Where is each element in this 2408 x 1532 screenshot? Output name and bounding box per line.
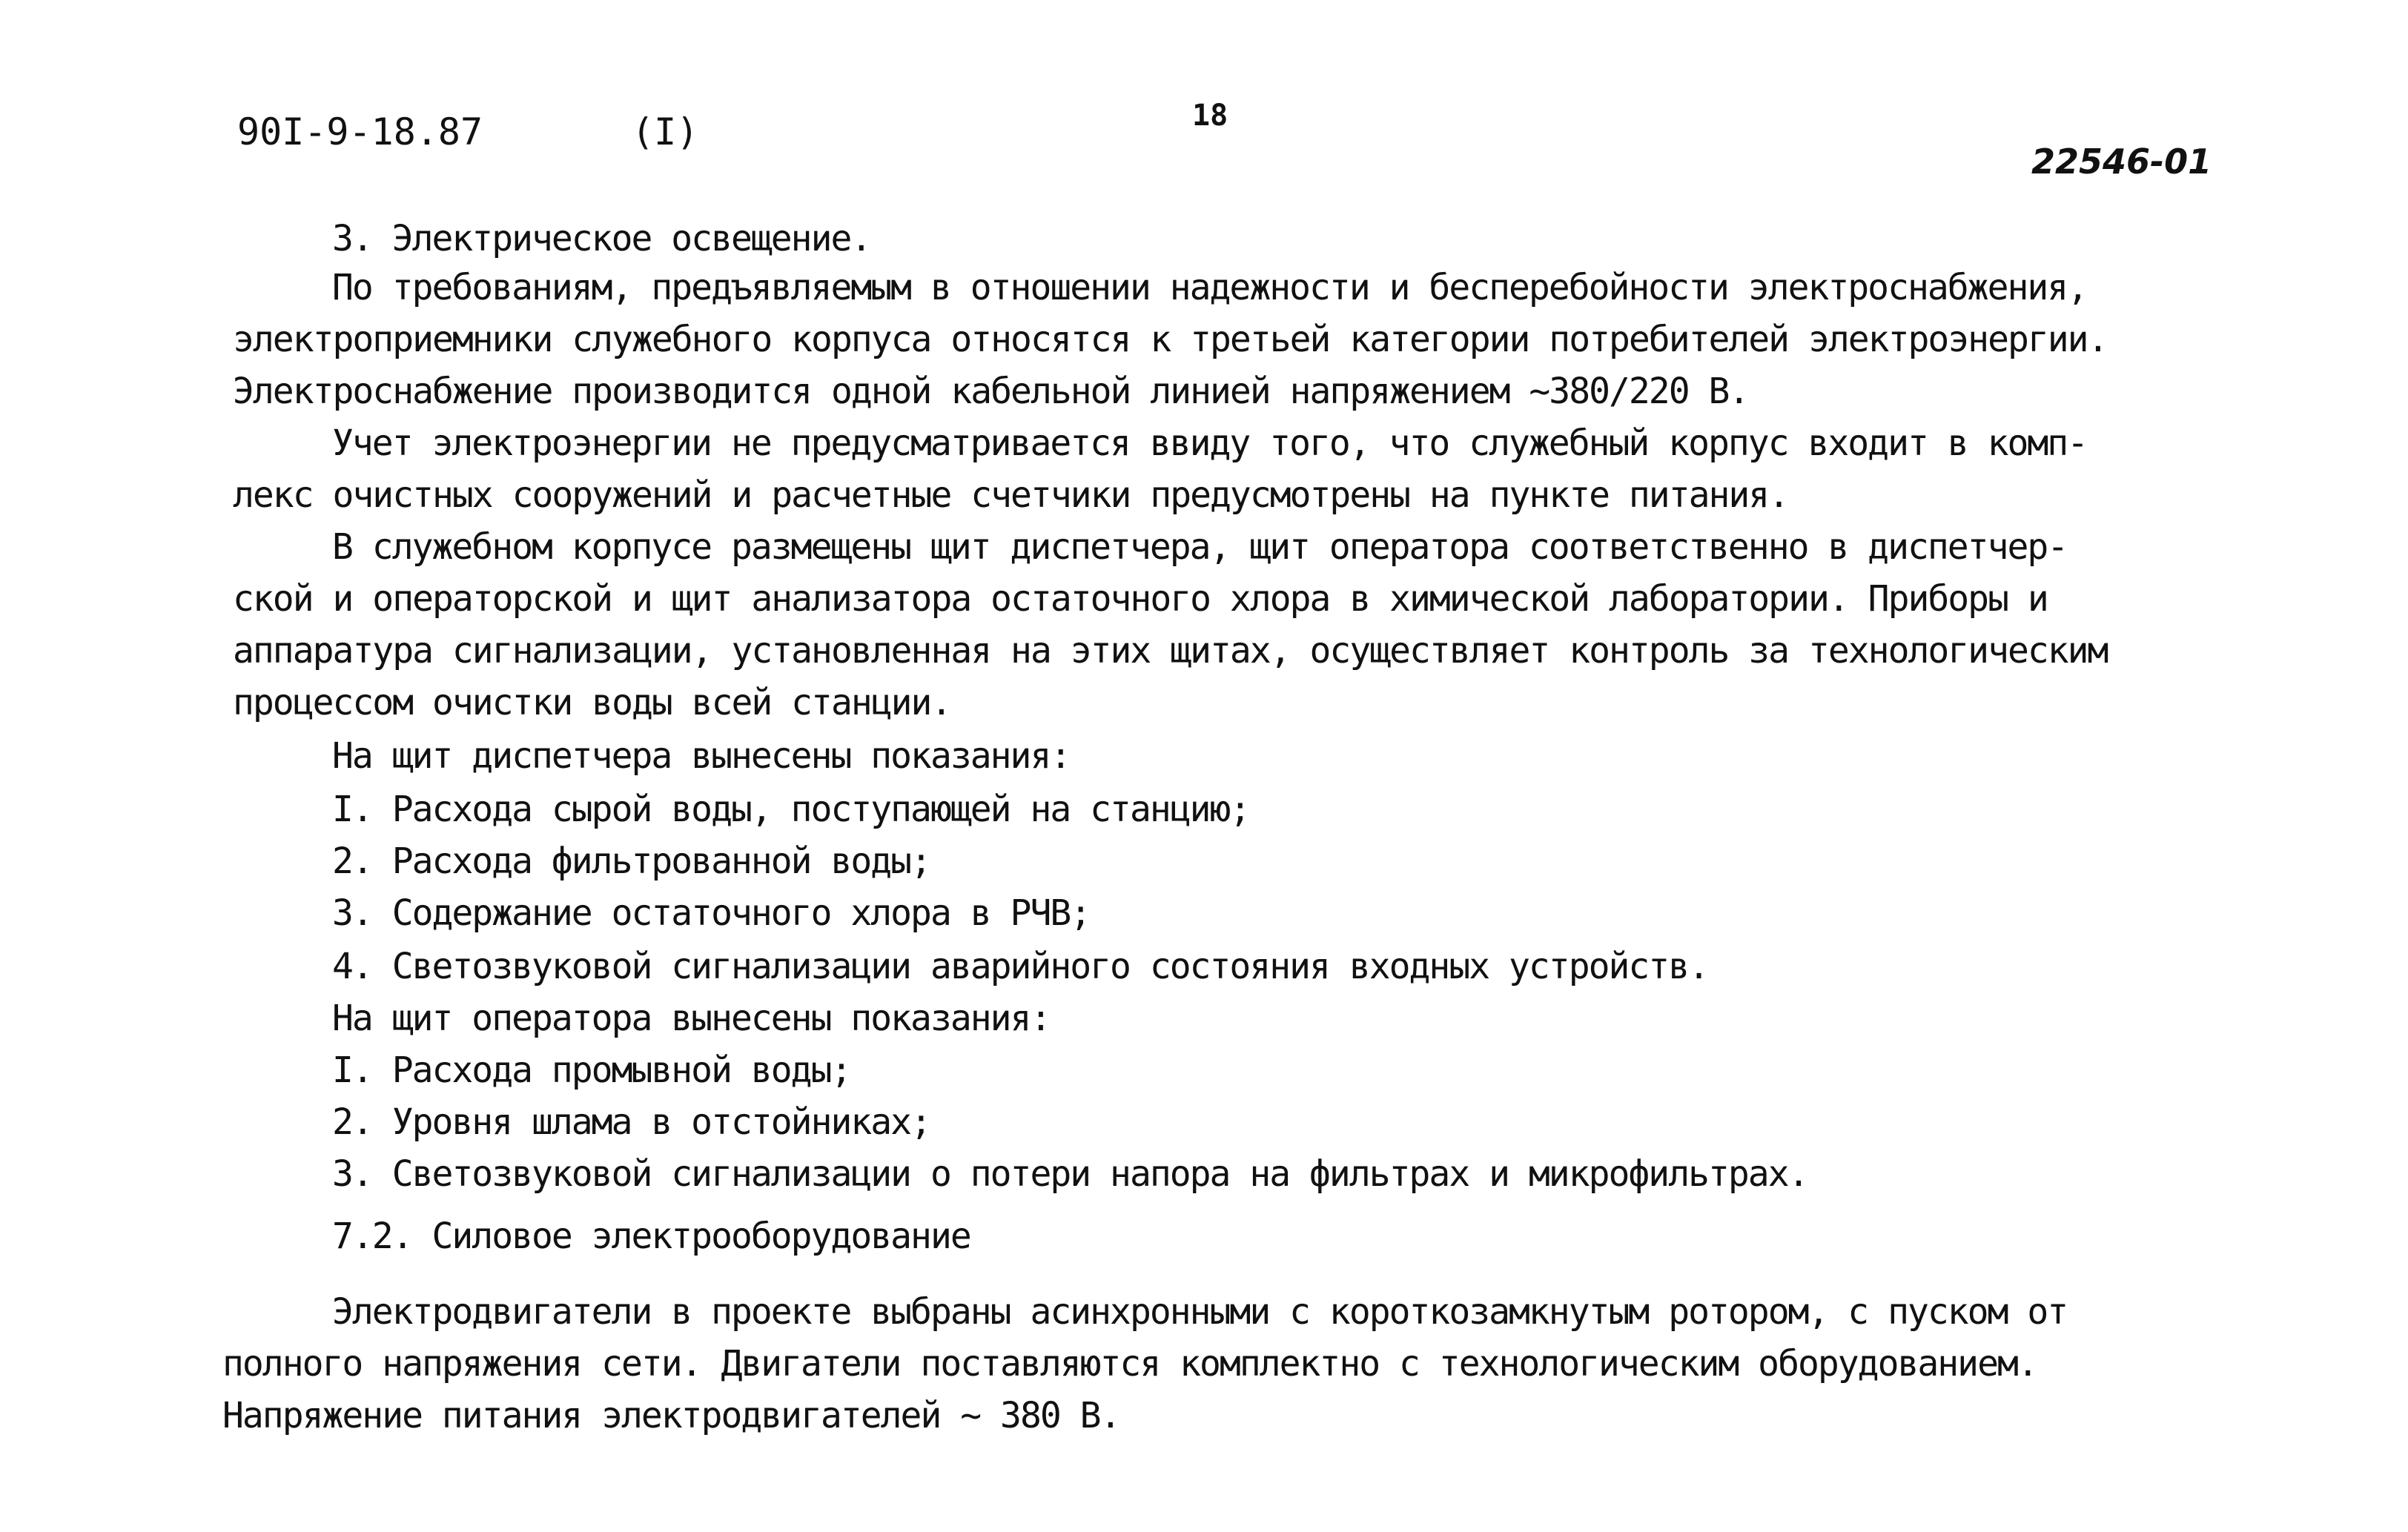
section-heading: 3. Электрическое освещение. xyxy=(332,218,871,259)
paragraph-line: Напряжение питания электродвигателей ~ 380 В. xyxy=(222,1395,1120,1436)
list-item: 4. Светозвуковой сигнализации аварийного состояния входных устройств. xyxy=(332,946,1708,987)
page-number: 18 xyxy=(1192,99,1228,133)
paragraph-line: электроприемники служебного корпуса относятся к третьей категории потребителей электроэнергии. xyxy=(233,319,2108,360)
list-item: I. Расхода сырой воды, поступающей на станцию; xyxy=(332,789,1250,830)
paragraph-line: ской и операторской и щит анализатора остаточного хлора в химической лаборатории. Приборы и xyxy=(233,578,2048,620)
paragraph-line: По требованиям, предъявляемым в отношении надежности и бесперебойности электроснабжения, xyxy=(332,267,2088,308)
paragraph-line: Учет электроэнергии не предусматривается ввиду того, что служебный корпус входит в комп- xyxy=(332,422,2088,464)
paragraph-line: лекс очистных сооружений и расчетные счетчики предусмотрены на пункте питания. xyxy=(233,474,1789,516)
list-intro: На щит оператора вынесены показания: xyxy=(332,998,1051,1039)
paragraph-line: Электродвигатели в проекте выбраны асинхронными с короткозамкнутым ротором, с пуском от xyxy=(332,1291,2068,1333)
list-item: 2. Расхода фильтрованной воды; xyxy=(332,840,930,882)
document-code: 90I-9-18.87 xyxy=(237,110,483,153)
list-item: 3. Светозвуковой сигнализации о потери напора на фильтрах и микрофильтрах. xyxy=(332,1153,1808,1195)
paragraph-line: аппаратура сигнализации, установленная на этих щитах, осуществляет контроль за технологическим xyxy=(233,630,2108,672)
list-item: 2. Уровня шлама в отстойниках; xyxy=(332,1101,930,1143)
archive-number: 22546-01 xyxy=(2031,142,2212,182)
paragraph-line: полного напряжения сети. Двигатели поставляются комплектно с технологическим оборудованием. xyxy=(222,1343,2037,1385)
list-item: 3. Содержание остаточного хлора в РЧВ; xyxy=(332,892,1091,934)
paragraph-line: процессом очистки воды всей станции. xyxy=(233,682,951,723)
section-heading: 7.2. Силовое электрооборудование xyxy=(332,1216,970,1257)
paragraph-line: В служебном корпусе размещены щит диспетчера, щит оператора соответственно в диспетчер- xyxy=(332,526,2068,568)
document-part: (I) xyxy=(632,110,699,153)
list-item: I. Расхода промывной воды; xyxy=(332,1049,851,1091)
list-intro: На щит диспетчера вынесены показания: xyxy=(332,735,1071,777)
paragraph-line: Электроснабжение производится одной кабельной линией напряжением ~380/220 В. xyxy=(233,371,1749,412)
